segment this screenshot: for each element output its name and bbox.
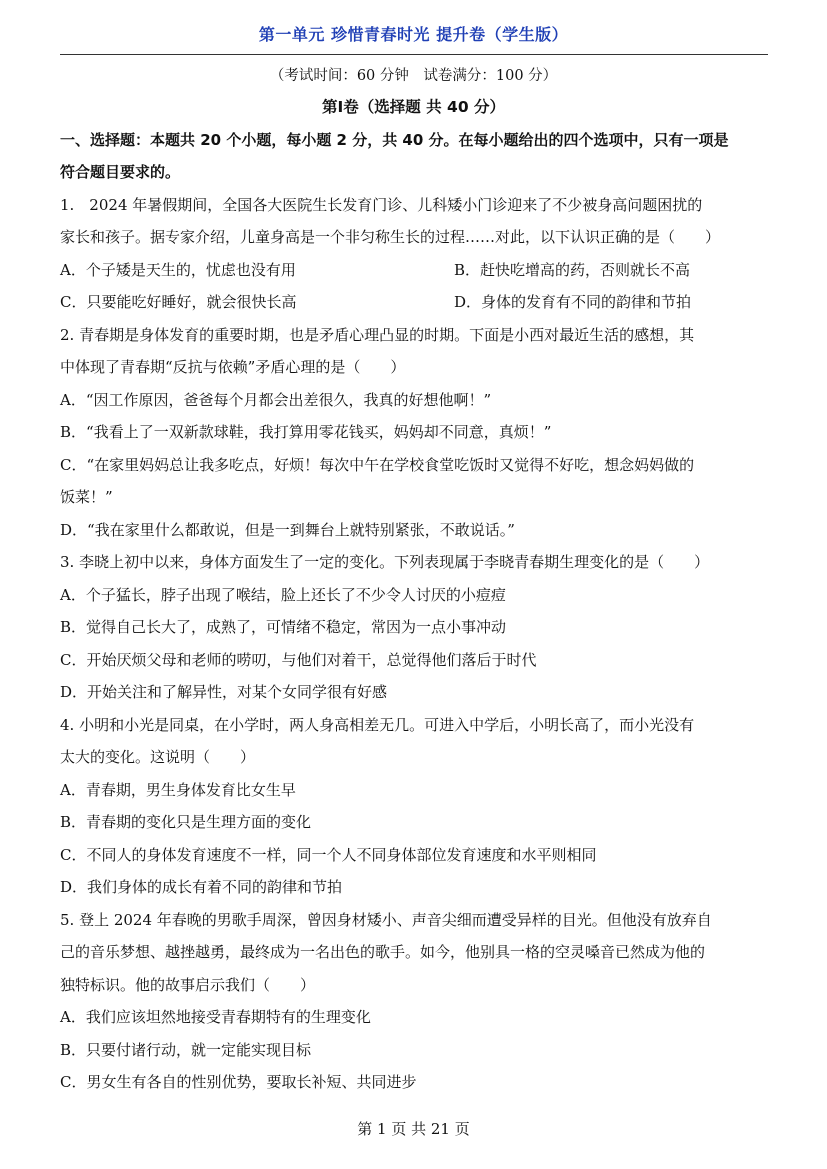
q1-option-a: [60, 260, 770, 280]
section-title: 第Ⅰ卷（选择题 共 40 分）: [321, 98, 506, 116]
q4-option-b: B．青春期的变化只是生理方面的变化: [60, 813, 312, 831]
q2-option-d: D．“我在家里什么都敢说，但是一到舞台上就特别紧张，不敢说话。”: [60, 521, 515, 539]
q1-option-a-text: A．个子矮是天生的，忧虑也没有用: [60, 261, 296, 279]
q5-stem-line-2: 己的音乐梦想、越挫越勇，最终成为一名出色的歌手。如今，他别具一格的空灵嗓音已然成为他的: [60, 943, 706, 961]
q5-stem-line-1: 5. 登上 2024 年春晚的男歌手周深，曾因身材矮小、声音尖细而遭受异样的目光。但他没有放弃自: [60, 911, 712, 929]
q5-option-a: A．我们应该坦然地接受青春期特有的生理变化: [60, 1008, 371, 1026]
q3-stem-line-1: 3. 李晓上初中以来，身体方面发生了一定的变化。下列表现属于李晓青春期生理变化的是（ ）: [60, 553, 710, 571]
q1-option-d: D．身体的发育有不同的韵律和节拍: [454, 293, 692, 311]
q4-option-a: A．青春期，男生身体发育比女生早: [60, 781, 296, 799]
q2-stem-line-2: 中体现了青春期“反抗与依赖”矛盾心理的是（ ）: [60, 358, 406, 376]
header-divider: [60, 54, 768, 55]
q1-option-c-text: C．只要能吃好睡好，就会很快长高: [60, 293, 297, 311]
q1-option-b: B．赶快吃增高的药，否则就长不高: [454, 261, 691, 279]
q2-option-b: B．“我看上了一双新款球鞋，我打算用零花钱买，妈妈却不同意，真烦！”: [60, 423, 552, 441]
q3-option-b: B．觉得自己长大了，成熟了，可情绪不稳定，常因为一点小事冲动: [60, 618, 507, 636]
q3-option-a: A．个子猛长，脖子出现了喉结，脸上还长了不少令人讨厌的小痘痘: [60, 586, 506, 604]
q5-option-b: B．只要付诸行动，就一定能实现目标: [60, 1041, 312, 1059]
q4-stem-line-2: 太大的变化。这说明（ ）: [60, 748, 256, 766]
q2-option-c-line-2: 饭菜！”: [60, 488, 113, 506]
q1-stem-line-2: 家长和孩子。据专家介绍，儿童身高是一个非匀称生长的过程……对此，以下认识正确的是（ ）: [60, 228, 721, 246]
q4-option-c: C．不同人的身体发育速度不一样，同一个人不同身体部位发育速度和水平则相同: [60, 846, 597, 864]
q5-stem-line-3: 独特标识。他的故事启示我们（ ）: [60, 976, 316, 994]
q2-stem-line-1: 2. 青春期是身体发育的重要时期，也是矛盾心理凸显的时期。下面是小西对最近生活的感想，其: [60, 326, 695, 344]
q3-option-d: D．开始关注和了解异性，对某个女同学很有好感: [60, 683, 388, 701]
q1-option-c: [60, 292, 770, 312]
document-title: 第一单元 珍惜青春时光 提升卷（学生版）: [258, 25, 569, 44]
q3-option-c: C．开始厌烦父母和老师的唠叨，与他们对着干，总觉得他们落后于时代: [60, 651, 537, 669]
instruction-line-2: 符合题目要求的。: [60, 163, 181, 181]
q4-option-d: D．我们身体的成长有着不同的韵律和节拍: [60, 878, 343, 896]
q5-option-c: C．男女生有各自的性别优势，要取长补短、共同进步: [60, 1073, 417, 1091]
exam-info: （考试时间：60 分钟 试卷满分：100 分）: [269, 68, 558, 84]
page-number: 第 1 页 共 21 页: [357, 1120, 470, 1138]
q4-stem-line-1: 4. 小明和小光是同桌，在小学时，两人身高相差无几。可进入中学后，小明长高了，而小光没有: [60, 716, 695, 734]
instruction-line-1: 一、选择题：本题共 20 个小题，每小题 2 分，共 40 分。在每小题给出的四个选项中，只有一项是: [60, 131, 729, 149]
q1-stem-line-1: 1. 2024 年暑假期间，全国各大医院生长发育门诊、儿科矮小门诊迎来了不少被身高问题困扰的: [60, 196, 703, 214]
q2-option-c-line-1: C．“在家里妈妈总让我多吃点，好烦！每次中午在学校食堂吃饭时又觉得不好吃，想念妈妈做的: [60, 456, 695, 474]
q2-option-a: A．“因工作原因，爸爸每个月都会出差很久，我真的好想他啊！”: [60, 391, 492, 409]
